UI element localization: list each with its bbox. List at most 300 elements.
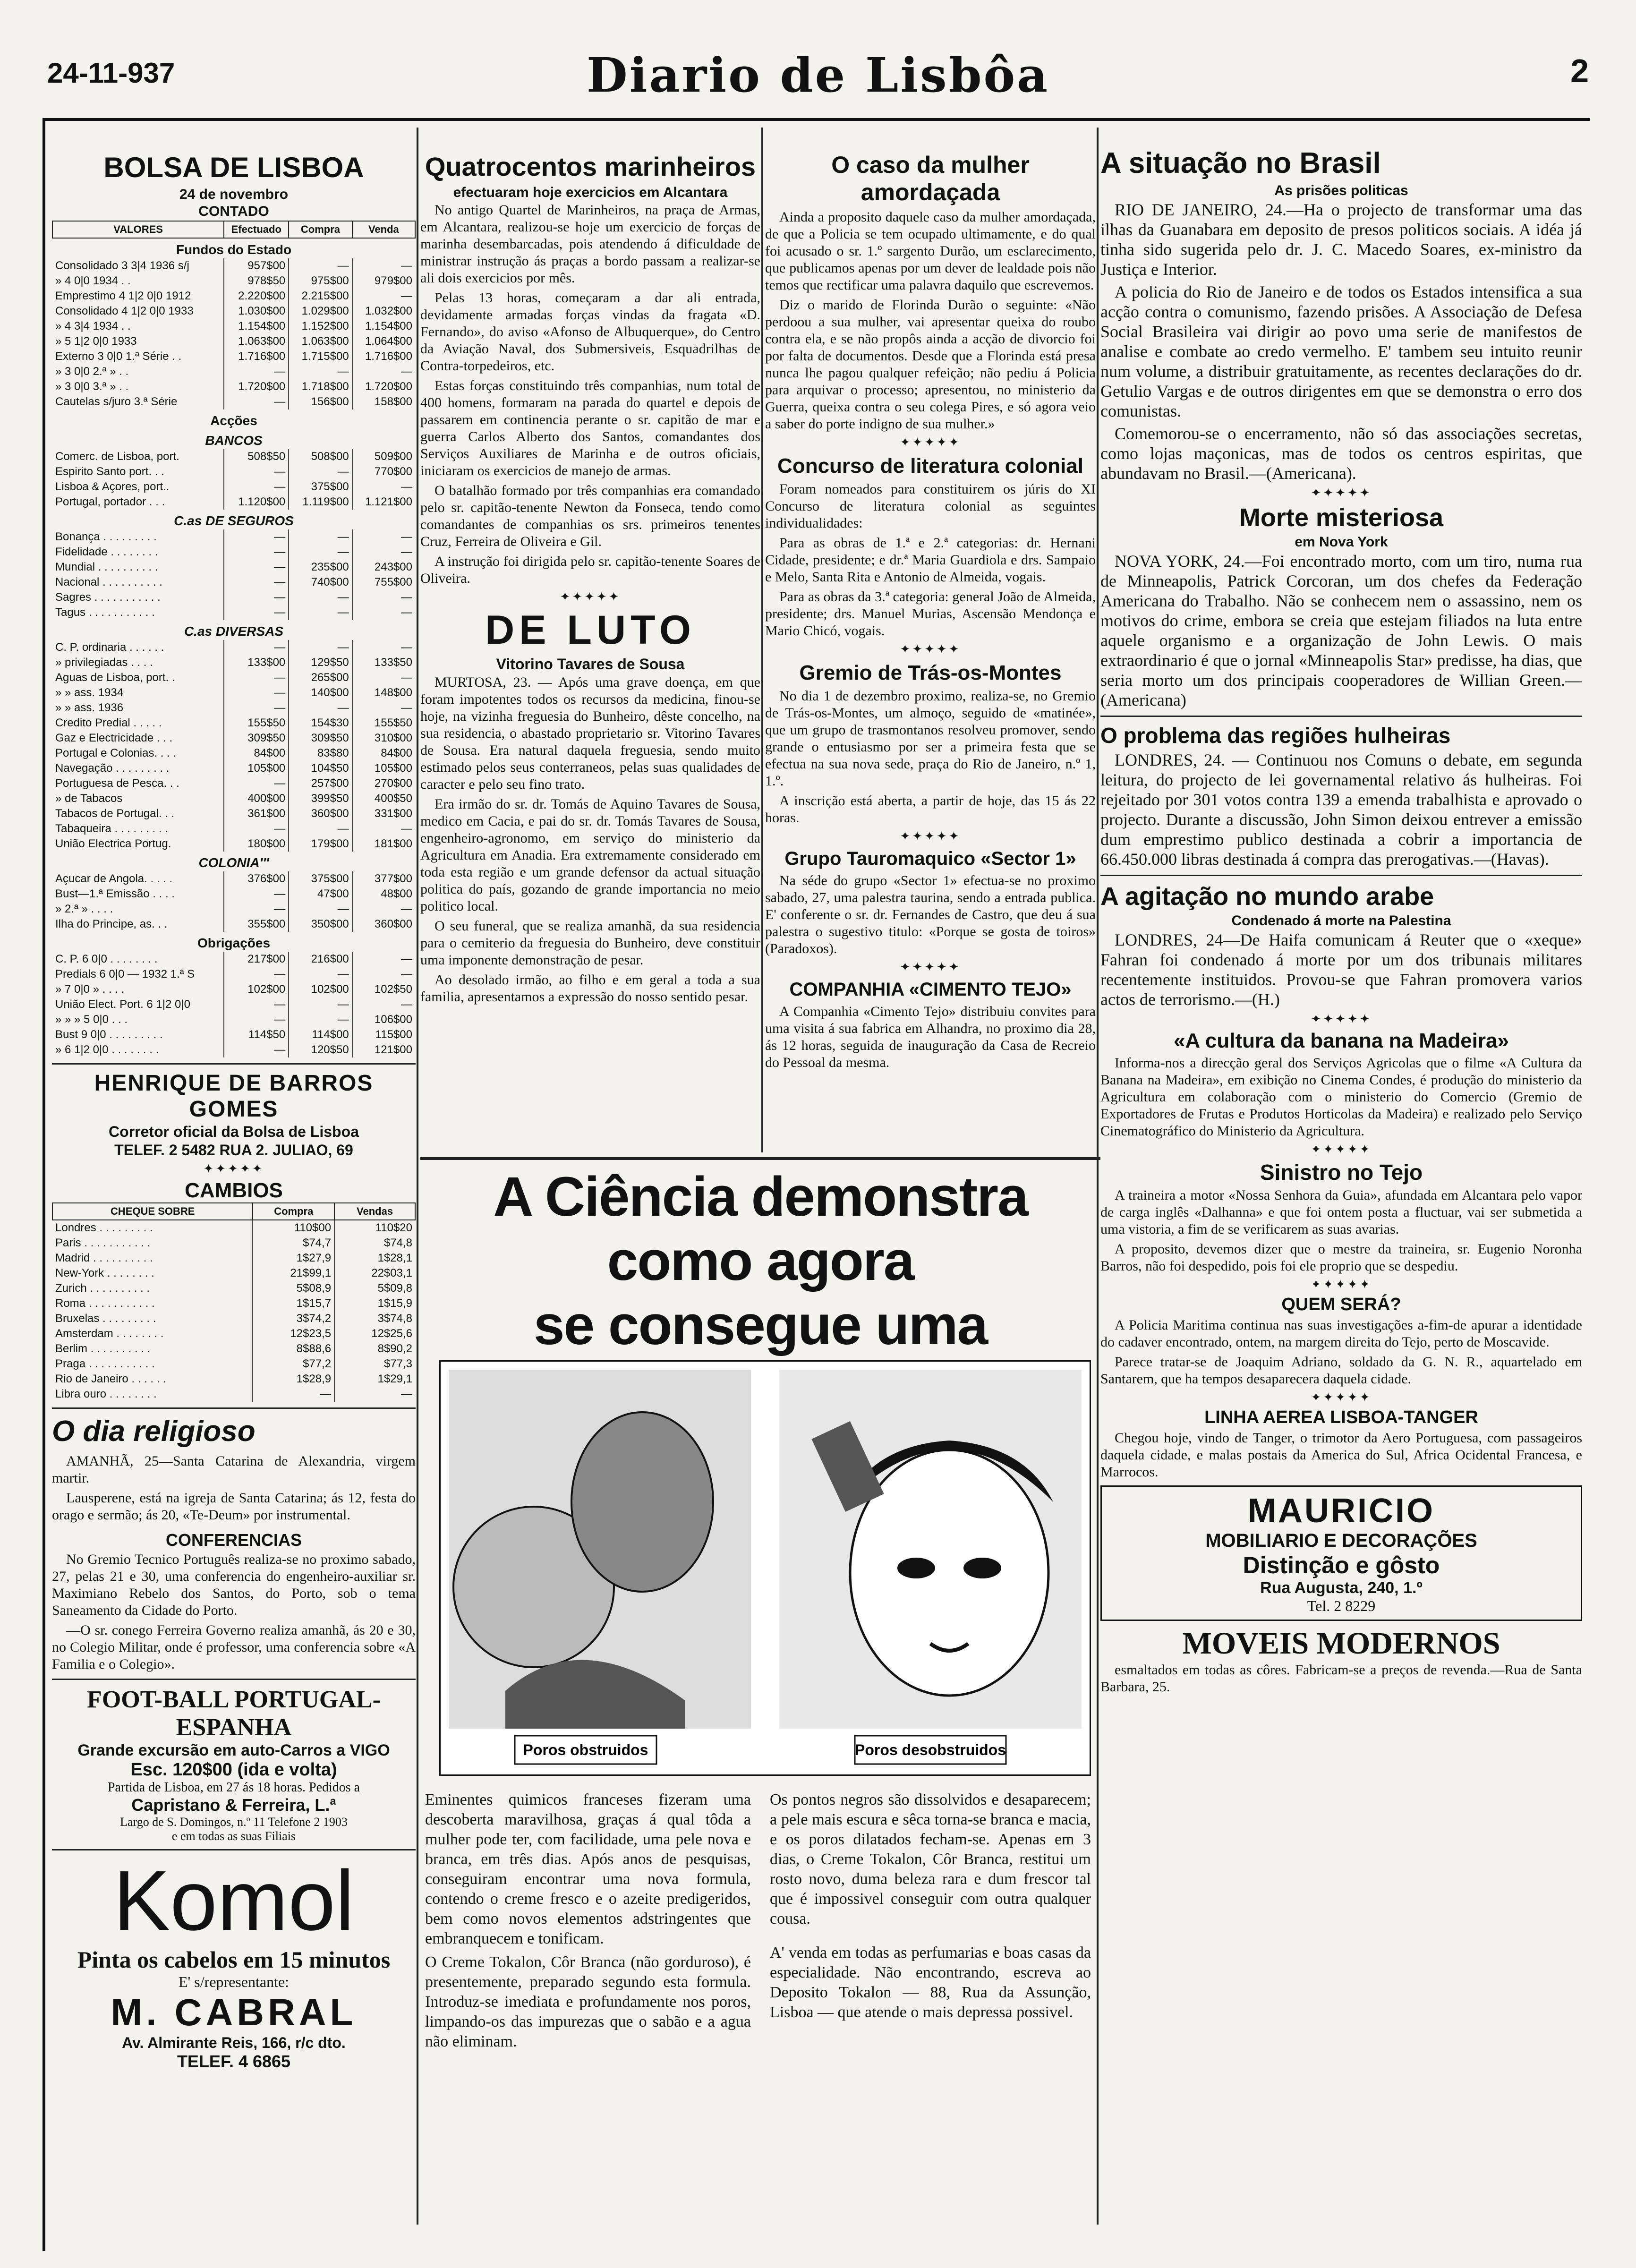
table-cell: Credito Predial . . . . . <box>55 716 162 729</box>
table-cell: Roma . . . . . . . . . . . <box>55 1297 155 1310</box>
table-cell: 84$00 <box>352 746 415 761</box>
cambios-table <box>52 1202 416 1402</box>
table-cell: — <box>352 289 415 304</box>
luto-p3: O seu funeral, que se realiza amanhã, da sua residencia para o cemiterio da freguesia do Bunheiro, deve constituir uma imponente demonstração de pesar. <box>420 918 760 968</box>
table-cell: 1.715$00 <box>289 349 352 364</box>
table-row <box>52 319 415 334</box>
banana-title: «A cultura da banana na Madeira» <box>1174 1029 1509 1052</box>
table-cell: C. P. ordinaria . . . . . . <box>55 641 164 654</box>
table-cell: Comerc. de Lisboa, port. <box>55 450 179 463</box>
marinheiros-p4: O batalhão formado por três companhias era comandado pelo sr. capitão-tenente Newton da Fonseca, tendo como comandantes de companhias os srs. primeiros tenentes Cruz, Ferreira de Oliveira e Gil. <box>420 483 760 549</box>
column-header: Efectuado <box>224 221 289 238</box>
table-cell: — <box>224 394 289 409</box>
table-cell: — <box>289 967 352 982</box>
football-title: FOOT-BALL PORTUGAL-ESPANHA <box>87 1686 381 1741</box>
table-row <box>52 304 415 319</box>
football-line2: Esc. 120$00 (ida e volta) <box>130 1760 337 1780</box>
table-cell: 740$00 <box>289 575 352 590</box>
komol-name: M. CABRAL <box>111 1991 357 2033</box>
table-cell: 1.718$00 <box>289 379 352 394</box>
football-line4: Capristano & Ferreira, L.ª <box>131 1795 336 1815</box>
table-row <box>52 761 415 776</box>
table-row <box>52 545 415 560</box>
table-row <box>52 273 415 289</box>
table-cell: União Electrica Portug. <box>55 837 171 850</box>
table-row <box>52 700 415 716</box>
table-cell: Praga . . . . . . . . . . . <box>55 1357 155 1370</box>
table-cell: » de Tabacos <box>55 792 123 805</box>
tokalon-col2: O Creme Tokalon, Côr Branca (não gorduroso), é presentemente, preparado segundo esta formula. Introduz-se imediata e profundamente nos poros, limpando-os das impurezas que o sabão e a agua não eliminam. <box>425 1953 751 2050</box>
marinheiros-p1: No antigo Quartel de Marinheiros, na praça de Armas, em Alcantara, realizou-se hoje um exercicio de forças de marinha desembarcadas, pois atendendo á dificuldade de ministrar instrução ás praças a bordo passam a realizar-se ali dois exercicios por mês. <box>420 202 760 286</box>
marinheiros-subtitle: efectuaram hoje exercicios em Alcantara <box>453 185 728 200</box>
table-cell: Londres . . . . . . . . . <box>55 1221 153 1234</box>
table-cell: — <box>224 640 289 655</box>
table-cell: Sagres . . . . . . . . . . . <box>55 591 161 604</box>
table-row <box>52 640 415 655</box>
luto-p2: Era irmão do sr. dr. Tomás de Aquino Tavares de Sousa, medico em Cacia, e pai do sr. dr. Tomás Tavares de Sousa, engenheiro-agronomo, em serviço do ministerio da Agricultura em Anadia. Era extremamente considerado em toda esta região e um grande defensor da actual situação politica do país, gozando de grande importancia no meio politico local. <box>420 796 760 914</box>
table-cell: — <box>224 997 289 1012</box>
table-cell: 181$00 <box>352 836 415 852</box>
table-row <box>52 982 415 997</box>
table-cell: 115$00 <box>352 1027 415 1042</box>
table-cell: Fidelidade . . . . . . . . <box>55 546 158 558</box>
table-row <box>52 529 415 545</box>
table-row <box>52 997 415 1012</box>
label-right: Poros desobstruidos <box>854 1741 1006 1758</box>
religioso-p2: Lausperene, está na igreja de Santa Catarina; ás 12, festa do orago e sermão; ás 20, «Te-Deum» por instrumental. <box>52 1490 416 1523</box>
football-line6: e em todas as suas Filiais <box>171 1829 296 1843</box>
table-cell: 1.032$00 <box>352 304 415 319</box>
table-cell: — <box>352 640 415 655</box>
table-cell: Bonança . . . . . . . . . <box>55 530 157 543</box>
table-row <box>52 1326 415 1341</box>
column-header: Compra <box>289 221 352 238</box>
table-row <box>52 1311 415 1326</box>
cimento-p1: A Companhia «Cimento Tejo» distribuiu convites para uma visita á sua fabrica em Alhandra, no proximo dia 28, ás 12 horas, seguida de inauguração da Casa de Recreio do Pessoal da mesma. <box>765 1004 1096 1070</box>
column-1 <box>52 128 416 2243</box>
table-cell: Paris . . . . . . . . . . . <box>55 1236 151 1249</box>
table-cell: 5$08,9 <box>253 1281 334 1296</box>
table-row <box>52 364 415 379</box>
marinheiros-p3: Estas forças constituindo três companhias, num total de 400 homens, formaram na parada do quartel e depois de passarem em continencia perante o sr. capitão de mar e guerra Carlos Alberto dos Santos, comandantes dos Serviços Auxiliares de Marinha e de outros oficiais, iniciaram os exercicios de manejo de armas. <box>420 378 760 478</box>
table-cell: 102$00 <box>289 982 352 997</box>
table-row <box>52 791 415 806</box>
literatura-p1: Foram nomeados para constituirem os júris do XI Concurso de literatura colonial as seguintes individualidades: <box>765 481 1096 531</box>
table-cell: 148$00 <box>352 685 415 700</box>
table-cell: 140$00 <box>289 685 352 700</box>
table-cell: — <box>352 529 415 545</box>
page-number: 2 <box>1570 52 1589 89</box>
table-cell: 120$50 <box>289 1042 352 1057</box>
table-cell: — <box>352 700 415 716</box>
table-cell: 1$15,7 <box>253 1296 334 1311</box>
tokalon-col4: A' venda em todas as perfumarias e boas casas da especialidade. Não encontrando, escreva ao Deposito Tokalon — 88, Rua da Assunção, Lisboa — que atende o mais depressa possivel. <box>770 1944 1091 2021</box>
table-cell: Predials 6 0|0 — 1932 1.ª S <box>55 968 195 981</box>
bolsa-label: CONTADO <box>198 204 269 219</box>
linha-p1: Chegou hoje, vindo de Tanger, o trimotor da Aero Portuguesa, com passageiros daquela cidade, e malas postais da America do Sul, Africa Ocidental Francesa, e Marrocos. <box>1100 1430 1582 1480</box>
brasil-p2: A policia do Rio de Janeiro e de todos os Estados intensifica a sua acção contra o comunismo, fazendo prisões. A Associação de Defesa Social Brasileira vai dirigir ao povo uma serie de manifestos de analise e combate ao credo vermelho. E' tambem seu intuito reunir num volume, a distribuir gratuitamente, as recentes declarações do dr. Getulio Vargas e de outros dirigentes em que se demonstra o erro dos comunistas. <box>1100 282 1582 420</box>
mauricio-line4: Tel. 2 8229 <box>1307 1597 1376 1614</box>
moveis-p1: esmaltados em todas as côres. Fabricam-se a preços de revenda.—Rua de Santa Barbara, 25. <box>1100 1662 1582 1695</box>
table-cell: Navegação . . . . . . . . . <box>55 762 170 775</box>
tauromaquico-title: Grupo Tauromaquico «Sector 1» <box>784 848 1076 869</box>
morte-title: Morte misteriosa <box>1239 503 1444 532</box>
table-cell: — <box>289 590 352 605</box>
table-cell: 158$00 <box>352 394 415 409</box>
quem-p1: A Policia Maritima continua nas suas investigações a-fim-de apurar a identidade do cadaver encontrado, ontem, na margem direita do Tejo, perto de Moscavide. <box>1100 1317 1582 1350</box>
table-row <box>52 952 415 967</box>
table-cell: — <box>224 1042 289 1057</box>
tokalon-headline-1: A Ciência demonstra como agora <box>493 1166 1028 1292</box>
table-cell: » 7 0|0 » . . . . <box>55 983 125 996</box>
table-cell: 1.121$00 <box>352 495 415 510</box>
label-left: Poros obstruidos <box>523 1741 648 1758</box>
marinheiros-p5: A instrução foi dirigida pelo sr. capitão-tenente Soares de Oliveira. <box>420 554 760 586</box>
cimento-title: COMPANHIA «CIMENTO TEJO» <box>789 979 1072 1000</box>
table-cell: Tabacos de Portugal. . . <box>55 807 175 820</box>
table-row <box>52 670 415 685</box>
table-cell: 110$20 <box>334 1220 415 1236</box>
arabe-p1: LONDRES, 24—De Haifa comunicam á Reuter que o «xeque» Fahran foi condenado á morte por um dos tribunais militares recentemente instituidos. Provou-se que Fahran promovera varios actos de terrorismo.—(H.) <box>1100 930 1582 1009</box>
table-cell: Portugal e Colonias. . . . <box>55 747 177 759</box>
brasil-p3: Comemorou-se o encerramento, não só das associações secretas, como lojas maçonicas, mas de todos os centros espiritas, que abundavam no Brasil.—(Americana). <box>1100 424 1582 483</box>
hulheiras-title: O problema das regiões hulheiras <box>1100 723 1451 748</box>
table-row <box>52 685 415 700</box>
table-cell: New-York . . . . . . . . <box>55 1267 154 1279</box>
table-row <box>52 479 415 495</box>
marinheiros-title: Quatrocentos marinheiros <box>425 152 756 181</box>
divider <box>1100 875 1582 876</box>
ornament: ✦✦✦✦✦ <box>1311 1143 1372 1156</box>
tauromaquico-p1: Na séde do grupo «Sector 1» efectua-se no proximo sabado, 27, uma palestra taurina, sendo a entrada publica. E' conferente o sr. dr. Fernandes de Castro, que deu á sua palestra o sugestivo titulo: «Porque se gosta de toiros» (Paradoxos). <box>765 873 1096 956</box>
tokalon-col1: Eminentes quimicos franceses fizeram uma descoberta maravilhosa, graças á qual tôda a mulher pode ter, com facilidade, uma pele nova e branca, em três dias. Após anos de pesquisas, conseguiram encontrar uma nova formula, contendo o creme fresco e o azeite predigeridos, bem como novos elementos adstringentes que embranquecem e tonificam. <box>425 1791 751 1947</box>
table-cell: 1.120$00 <box>224 495 289 510</box>
table-cell: 1$27,9 <box>253 1251 334 1266</box>
banana-p1: Informa-nos a direcção geral dos Serviços Agricolas que o filme «A Cultura da Banana na Madeira», em exibição no Cinema Condes, é produção do ministerio da Agricultura em colaboração com o ministerio do Comercio (Gremio de Exportadores de Frutas e Produtos Horticolas da Madeira) e realizado pelo Serviço Cinematográfico do Ministerio da Agricultura. <box>1100 1055 1582 1139</box>
table-cell: 1.030$00 <box>224 304 289 319</box>
table-cell: 1.154$00 <box>224 319 289 334</box>
table-cell: » 5 1|2 0|0 1933 <box>55 335 137 348</box>
table-row <box>52 590 415 605</box>
football-ad <box>52 1686 416 1843</box>
brasil-p1: RIO DE JANEIRO, 24.—Ha o projecto de transformar uma das ilhas da Guanabara em deposito de presos politicos sociais. A idéa já tinha sido sugerida pelo dr. J. C. Macedo Soares, ex-ministro da Justiça e Interior. <box>1100 200 1582 279</box>
table-cell: Emprestimo 4 1|2 0|0 1912 <box>55 290 191 302</box>
ornament: ✦✦✦✦✦ <box>1311 1012 1372 1026</box>
table-cell: » 4 0|0 1934 . . <box>55 274 131 287</box>
table-cell: — <box>352 545 415 560</box>
table-cell: — <box>224 590 289 605</box>
table-cell: 8$90,2 <box>334 1341 415 1356</box>
moveis-title: MOVEIS MODERNOS <box>1182 1626 1500 1661</box>
table-cell: 2.220$00 <box>224 289 289 304</box>
table-cell: 102$00 <box>224 982 289 997</box>
table-row <box>52 1251 415 1266</box>
table-cell: 121$00 <box>352 1042 415 1057</box>
bolsa-title: BOLSA DE LISBOA <box>103 152 364 183</box>
table-cell: 1.154$00 <box>352 319 415 334</box>
table-cell: 114$00 <box>289 1027 352 1042</box>
table-cell: 331$00 <box>352 806 415 821</box>
column-divider <box>417 128 418 2225</box>
table-cell: $77,2 <box>253 1356 334 1372</box>
table-cell: Portugal, portador . . . <box>55 495 165 508</box>
table-row <box>52 1387 415 1402</box>
column-2 <box>420 128 760 1148</box>
table-row <box>52 1027 415 1042</box>
section-heading: Obrigações <box>197 936 271 950</box>
table-cell: 265$00 <box>289 670 352 685</box>
table-cell: 309$50 <box>289 731 352 746</box>
table-cell: — <box>289 464 352 479</box>
table-cell: 755$00 <box>352 575 415 590</box>
amordacada-p2: Diz o marido de Florinda Durão o seguinte: «Não perdoou a sua mulher, vai apresentar queixa do roubo contra ela, e se não propôs ainda a acção de divorcio foi por falta de documentos. Desde que a Florinda está presa nunca lhe pagou qualquer refeição; não pediu á Policia para arquivar o processo; apresentou, no ministerio da Guerra, queixa contra o seu colega Pires, e só agora veio a saber do porte indigno de sua mulher.» <box>765 297 1096 432</box>
table-cell: — <box>289 258 352 273</box>
table-cell: 47$00 <box>289 887 352 902</box>
section-heading: Fundos do Estado <box>176 242 292 257</box>
table-row <box>52 464 415 479</box>
table-cell: » » ass. 1936 <box>55 701 124 714</box>
table-cell: 83$80 <box>289 746 352 761</box>
table-cell: $74,8 <box>334 1236 415 1251</box>
table-row <box>52 1341 415 1356</box>
table-cell: » privilegiadas . . . . <box>55 656 153 669</box>
table-cell: 180$00 <box>224 836 289 852</box>
ornament: ✦✦✦✦✦ <box>900 435 961 449</box>
table-cell: União Elect. Port. 6 1|2 0|0 <box>55 998 190 1011</box>
table-cell: 105$00 <box>224 761 289 776</box>
table-cell: — <box>289 821 352 836</box>
arabe-subtitle: Condenado á morte na Palestina <box>1231 913 1451 929</box>
table-cell: — <box>352 952 415 967</box>
table-cell: 1.152$00 <box>289 319 352 334</box>
table-cell: Externo 3 0|0 1.ª Série . . <box>55 350 182 363</box>
brasil-title: A situação no Brasil <box>1100 147 1381 179</box>
tras-montes-p1: No dia 1 de dezembro proximo, realiza-se, no Gremio de Trás-os-Montes, um almoço, seguido de «matinée», que um grupo de trasmontanos resolveu promover, sendo grande o entusiasmo por ser a primeira festa que se efectua na sua nova sede, praça do Rio de Janeiro, n.º 1, 1.º. <box>765 688 1096 789</box>
table-cell: — <box>224 464 289 479</box>
table-row <box>52 821 415 836</box>
amordacada-title: O caso da mulher amordaçada <box>831 152 1030 205</box>
table-cell: — <box>224 545 289 560</box>
table-row <box>52 379 415 394</box>
table-row <box>52 1042 415 1057</box>
table-cell: 975$00 <box>289 273 352 289</box>
table-cell: 375$00 <box>289 479 352 495</box>
corretor-name: HENRIQUE DE BARROS GOMES <box>94 1071 374 1122</box>
table-cell: 1.064$00 <box>352 334 415 349</box>
table-cell: 360$00 <box>289 806 352 821</box>
table-cell: Portuguesa de Pesca. . . <box>55 777 179 790</box>
table-cell: 1$28,1 <box>334 1251 415 1266</box>
table-cell: $77,3 <box>334 1356 415 1372</box>
table-cell: 179$00 <box>289 836 352 852</box>
table-row <box>52 1236 415 1251</box>
table-cell: Rio de Janeiro . . . . . . <box>55 1373 166 1385</box>
table-cell: » » ass. 1934 <box>55 686 124 699</box>
table-cell: Bust—1.ª Emissão . . . . <box>55 887 175 900</box>
table-cell: — <box>352 997 415 1012</box>
komol-addr: Av. Almirante Reis, 166, r/c dto. <box>122 2034 346 2051</box>
football-line3: Partida de Lisboa, em 27 ás 18 horas. Pedidos a <box>107 1780 360 1795</box>
table-cell: 216$00 <box>289 952 352 967</box>
table-row <box>52 1281 415 1296</box>
table-cell: Cautelas s/juro 3.ª Série <box>55 395 178 408</box>
table-cell: — <box>224 670 289 685</box>
table-cell: Nacional . . . . . . . . . . <box>55 576 162 588</box>
issue-date: 24-11-937 <box>47 57 175 89</box>
cambios-title: CAMBIOS <box>185 1179 283 1202</box>
table-cell: — <box>289 997 352 1012</box>
table-cell: 978$50 <box>224 273 289 289</box>
table-cell: Ilha do Principe, as. . . <box>55 918 168 930</box>
table-cell: 400$00 <box>224 791 289 806</box>
table-cell: 1.063$00 <box>289 334 352 349</box>
ornament: ✦✦✦✦✦ <box>900 642 961 656</box>
table-cell: — <box>289 545 352 560</box>
religioso-p3: No Gremio Tecnico Português realiza-se no proximo sabado, 27, pelas 21 e 30, uma conferencia do engenheiro-auxiliar sr. Maximiano Rebelo dos Santos, do Porto, sob o tema Saneamento da Cidade do Porto. <box>52 1552 416 1618</box>
table-row <box>52 776 415 791</box>
table-cell: Tabaqueira . . . . . . . . . <box>55 822 168 835</box>
table-cell: Consolidado 4 1|2 0|0 1933 <box>55 305 194 317</box>
table-cell: 133$00 <box>224 655 289 670</box>
table-cell: 104$50 <box>289 761 352 776</box>
table-row <box>52 655 415 670</box>
mauricio-title: MAURICIO <box>1248 1492 1435 1530</box>
table-cell: 400$50 <box>352 791 415 806</box>
morte-subtitle: em Nova York <box>1295 534 1388 550</box>
divider <box>1100 716 1582 717</box>
luto-title: DE LUTO <box>485 607 696 653</box>
komol-brand: Komol <box>113 1853 355 1948</box>
table-cell: — <box>289 700 352 716</box>
literatura-p2: Para as obras de 1.ª e 2.ª categorias: dr. Hernani Cidade, presidente; e dr.ª Maria Guardiola e drs. Sampaio e Melo, Santa Rita e Antonio de Almeida, vogais. <box>765 535 1096 585</box>
table-cell: Tagus . . . . . . . . . . . <box>55 606 155 619</box>
hulheiras-p1: LONDRES, 24. — Continuou nos Comuns o debate, em segunda leitura, do projecto de lei governamental relativo ás hulheiras. Foi rejeitado por 301 votos contra 139 a emenda trabalhista e aprovado o projecto. Durante a discussão, John Simon deixou entrever a emissão dum emprestimo publico destinada a cobrir a importancia de 66.450.000 libras destinada á compra das prerogativas.—(Havas). <box>1100 750 1582 869</box>
table-cell: 155$50 <box>224 716 289 731</box>
table-row <box>52 394 415 409</box>
amordacada-p1: Ainda a proposito daquele caso da mulher amordaçada, de que a Policia se tem ocupado ultimamente, e do qual foi acusado o sr. 1.º sargento Durão, um esclarecimento, que publicamos apenas por um dever de lealdade pois não temos que rectificar uma palavra daquilo que escrevemos. <box>765 209 1096 293</box>
table-row <box>52 1356 415 1372</box>
divider <box>52 1063 416 1065</box>
table-cell: 350$00 <box>289 917 352 932</box>
table-cell: 129$50 <box>289 655 352 670</box>
quem-title: QUEM SERÁ? <box>1281 1295 1401 1314</box>
table-row <box>52 731 415 746</box>
tras-montes-title: Gremio de Trás-os-Montes <box>799 661 1062 684</box>
section-heading: BANCOS <box>205 433 263 448</box>
tokalon-illustration <box>439 1360 1091 1776</box>
religioso-title: O dia religioso <box>52 1415 256 1448</box>
mauricio-ad <box>1100 1485 1582 1621</box>
table-cell: 1.119$00 <box>289 495 352 510</box>
luto-p4: Ao desolado irmão, ao filho e em geral a toda a sua familia, apresentamos a expressão do nosso sentido pesar. <box>420 972 760 1005</box>
table-cell: Aguas de Lisboa, port. . <box>55 671 175 684</box>
left-panel <box>449 1370 751 1729</box>
table-cell: 1$15,9 <box>334 1296 415 1311</box>
table-cell: 155$50 <box>352 716 415 731</box>
football-line5: Largo de S. Domingos, n.º 11 Telefone 2 1903 <box>120 1815 348 1829</box>
column-4 <box>1100 128 1582 2243</box>
table-row <box>52 1220 415 1236</box>
table-cell: 957$00 <box>224 258 289 273</box>
ornament: ✦✦✦✦✦ <box>1311 486 1372 500</box>
table-row <box>52 902 415 917</box>
ornament: ✦✦✦✦✦ <box>1311 1278 1372 1291</box>
column-3 <box>765 128 1096 1148</box>
table-row <box>52 967 415 982</box>
table-cell: 105$00 <box>352 761 415 776</box>
komol-ad <box>52 1853 416 2072</box>
table-cell: Libra ouro . . . . . . . . <box>55 1388 157 1400</box>
table-cell: — <box>224 685 289 700</box>
table-cell: » » » 5 0|0 . . . <box>55 1013 128 1026</box>
table-cell: — <box>224 821 289 836</box>
table-cell: 399$50 <box>289 791 352 806</box>
table-cell: 979$00 <box>352 273 415 289</box>
table-cell: 102$50 <box>352 982 415 997</box>
table-row <box>52 746 415 761</box>
table-cell: 3$74,8 <box>334 1311 415 1326</box>
corretor-line2: TELEF. 2 5482 RUA 2. JULIAO, 69 <box>114 1142 353 1159</box>
table-cell: 1.720$00 <box>224 379 289 394</box>
table-cell: — <box>224 1012 289 1027</box>
table-row <box>52 917 415 932</box>
table-cell: » 4 3|4 1934 . . <box>55 320 131 333</box>
komol-tel: TELEF. 4 6865 <box>177 2052 291 2071</box>
table-row <box>52 449 415 464</box>
table-cell: 310$00 <box>352 731 415 746</box>
table-cell: 1.029$00 <box>289 304 352 319</box>
literatura-p3: Para as obras da 3.ª categoria: general João de Almeida, presidente; drs. Manuel Murias, Ascensão Mendonça e Mario Chicó, vogais. <box>765 589 1096 639</box>
table-cell: 12$23,5 <box>253 1326 334 1341</box>
table-cell: 133$50 <box>352 655 415 670</box>
table-cell: — <box>224 364 289 379</box>
ornament: ✦✦✦✦✦ <box>900 960 961 974</box>
table-row <box>52 495 415 510</box>
table-row <box>52 349 415 364</box>
table-cell: 361$00 <box>224 806 289 821</box>
column-header: CHEQUE SOBRE <box>52 1203 253 1220</box>
table-cell: 1.716$00 <box>352 349 415 364</box>
table-cell: — <box>224 529 289 545</box>
table-cell: C. P. 6 0|0 . . . . . . . . <box>55 953 158 965</box>
table-cell: » 6 1|2 0|0 . . . . . . . . <box>55 1043 159 1056</box>
tokalon-body-left <box>425 1790 751 2052</box>
table-cell: — <box>289 1012 352 1027</box>
divider <box>52 1849 416 1850</box>
bolsa-table <box>52 221 416 1057</box>
divider <box>420 1157 1100 1160</box>
mauricio-line2: Distinção e gôsto <box>1243 1552 1440 1578</box>
football-line1: Grande excursão em auto-Carros a VIGO <box>77 1741 390 1759</box>
table-cell: — <box>224 605 289 620</box>
table-row <box>52 836 415 852</box>
column-header: Compra <box>253 1203 334 1220</box>
luto-subtitle: Vitorino Tavares de Sousa <box>496 656 685 673</box>
table-row <box>52 1296 415 1311</box>
table-cell: — <box>224 776 289 791</box>
table-cell: Amsterdam . . . . . . . . <box>55 1327 164 1340</box>
table-row <box>52 258 415 273</box>
table-cell: 508$00 <box>289 449 352 464</box>
table-cell: — <box>352 590 415 605</box>
table-cell: 154$30 <box>289 716 352 731</box>
table-cell: 770$00 <box>352 464 415 479</box>
tras-montes-p2: A inscrição está aberta, a partir de hoje, das 15 ás 22 horas. <box>765 793 1096 826</box>
komol-line1: Pinta os cabelos em 15 minutos <box>77 1946 391 1973</box>
table-cell: 1.716$00 <box>224 349 289 364</box>
table-cell: Consolidado 3 3|4 1936 s/j <box>55 259 189 272</box>
table-cell: 3$74,2 <box>253 1311 334 1326</box>
